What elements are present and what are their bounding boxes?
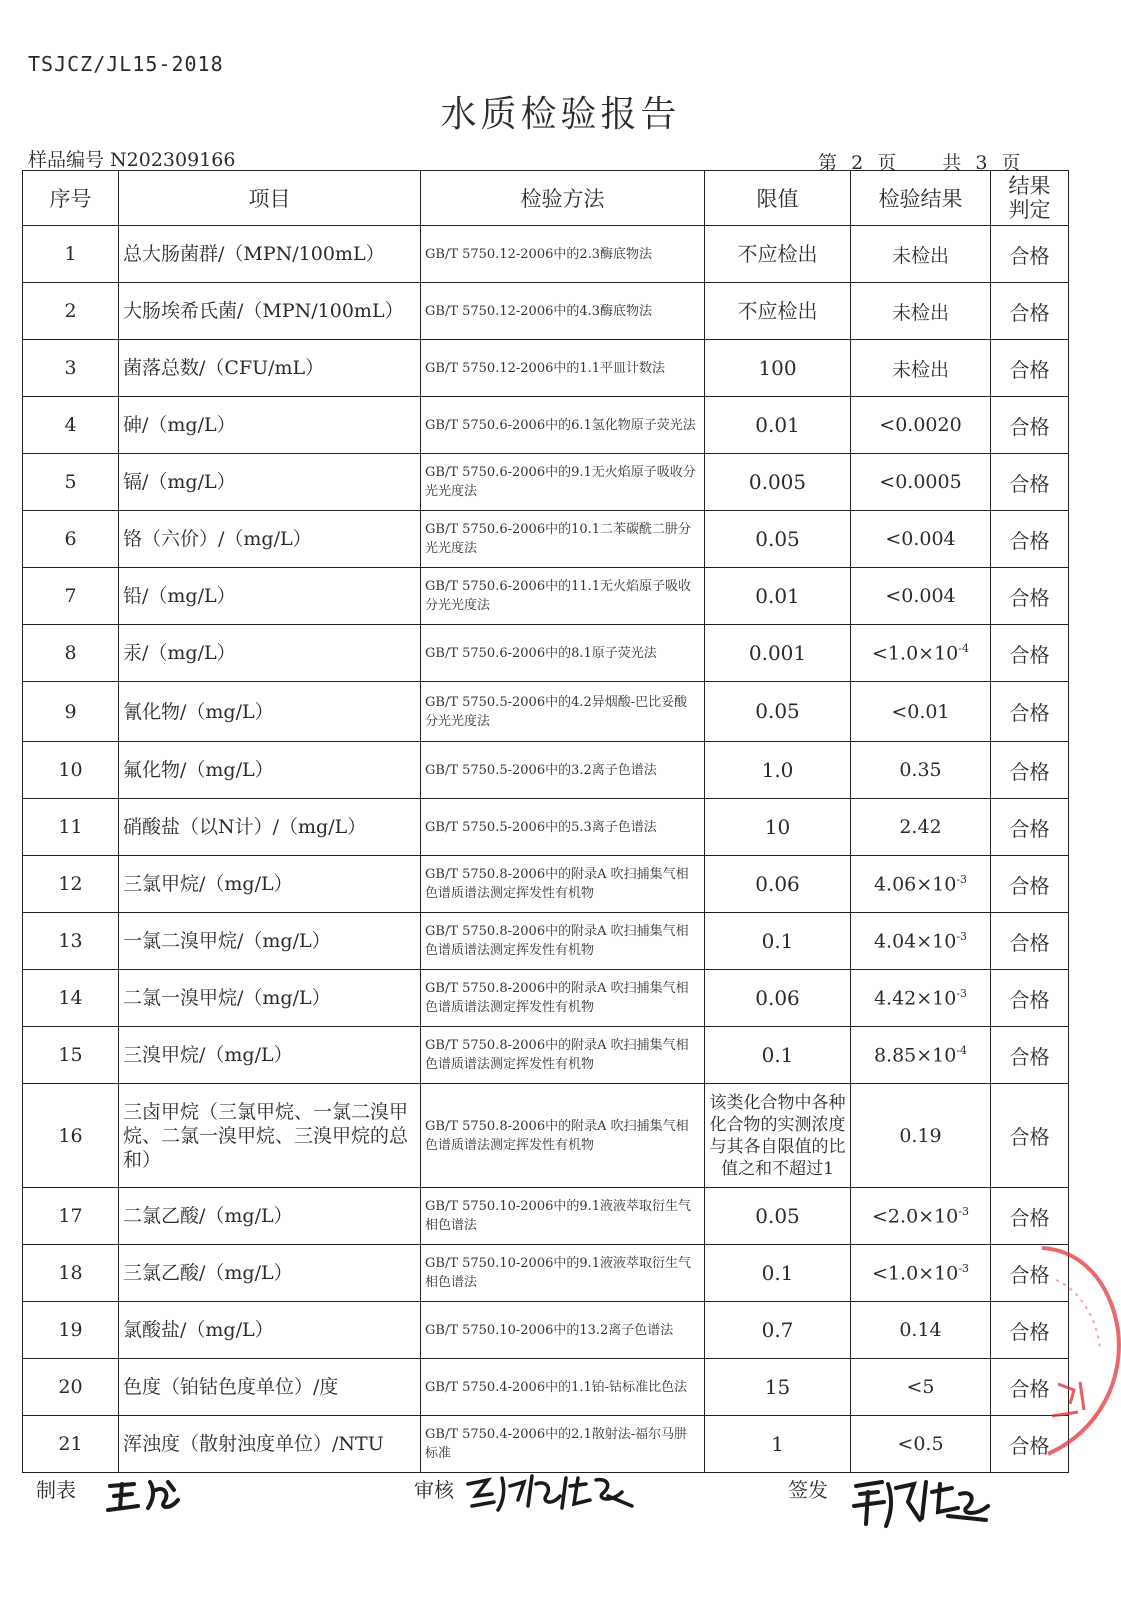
row-number: 11 bbox=[23, 799, 119, 856]
prepared-by-signature bbox=[104, 1472, 194, 1516]
result-value: 未检出 bbox=[891, 301, 949, 324]
table-row bbox=[23, 970, 1069, 1027]
row-number: 21 bbox=[23, 1416, 119, 1473]
test-result bbox=[851, 283, 991, 340]
table-row bbox=[23, 568, 1069, 625]
row-number: 7 bbox=[23, 568, 119, 625]
test-result bbox=[851, 1245, 991, 1302]
table-row bbox=[23, 799, 1069, 856]
limit-value: 15 bbox=[705, 1359, 851, 1416]
item-name: 汞/（mg/L） bbox=[119, 625, 421, 682]
limit-value: 0.06 bbox=[705, 856, 851, 913]
limit-value: 0.005 bbox=[705, 454, 851, 511]
page-total-prefix: 共 bbox=[942, 152, 964, 174]
limit-value: 0.05 bbox=[705, 1188, 851, 1245]
header-judgement: 结果判定 bbox=[991, 171, 1069, 226]
test-result bbox=[851, 226, 991, 283]
limit-value: 0.05 bbox=[705, 511, 851, 568]
item-name: 铬（六价）/（mg/L） bbox=[119, 511, 421, 568]
result-exponent: -3 bbox=[958, 1204, 969, 1218]
limit-value: 0.05 bbox=[705, 682, 851, 742]
row-number: 14 bbox=[23, 970, 119, 1027]
page-total: 3 bbox=[975, 152, 990, 174]
result-value: <0.5 bbox=[897, 1433, 944, 1455]
table-row bbox=[23, 856, 1069, 913]
table-row bbox=[23, 625, 1069, 682]
limit-value: 0.01 bbox=[705, 568, 851, 625]
judgement: 合格 bbox=[991, 799, 1069, 856]
row-number: 16 bbox=[23, 1084, 119, 1188]
judgement: 合格 bbox=[991, 625, 1069, 682]
test-result bbox=[851, 799, 991, 856]
row-number: 17 bbox=[23, 1188, 119, 1245]
result-value: 0.14 bbox=[899, 1319, 942, 1341]
item-name: 总大肠菌群/（MPN/100mL） bbox=[119, 226, 421, 283]
item-name: 铅/（mg/L） bbox=[119, 568, 421, 625]
result-value: 8.85×10 bbox=[873, 1044, 957, 1067]
report-title: 水质检验报告 bbox=[440, 94, 681, 135]
row-number: 18 bbox=[23, 1245, 119, 1302]
table-row bbox=[23, 1416, 1069, 1473]
row-number: 3 bbox=[23, 340, 119, 397]
test-result bbox=[851, 682, 991, 742]
result-value: <2.0×10 bbox=[872, 1205, 959, 1228]
test-result bbox=[851, 397, 991, 454]
test-result bbox=[851, 340, 991, 397]
row-number: 6 bbox=[23, 511, 119, 568]
result-value: <1.0×10 bbox=[872, 1262, 959, 1285]
row-number: 13 bbox=[23, 913, 119, 970]
test-method: GB/T 5750.5-2006中的3.2离子色谱法 bbox=[421, 742, 705, 799]
header-no: 序号 bbox=[23, 171, 119, 226]
result-value: 4.42×10 bbox=[873, 987, 957, 1010]
result-value: <1.0×10 bbox=[872, 642, 959, 665]
judgement: 合格 bbox=[991, 283, 1069, 340]
judgement: 合格 bbox=[991, 397, 1069, 454]
item-name: 浑浊度（散射浊度单位）/NTU bbox=[119, 1416, 421, 1473]
limit-value: 1 bbox=[705, 1416, 851, 1473]
judgement: 合格 bbox=[991, 568, 1069, 625]
judgement: 合格 bbox=[991, 1084, 1069, 1188]
row-number: 10 bbox=[23, 742, 119, 799]
header-method: 检验方法 bbox=[421, 171, 705, 226]
table-row bbox=[23, 340, 1069, 397]
limit-value: 该类化合物中各种化合物的实测浓度与其各自限值的比值之和不超过1 bbox=[705, 1084, 851, 1188]
test-result bbox=[851, 970, 991, 1027]
page-mid: 页 bbox=[877, 152, 899, 174]
judgement: 合格 bbox=[991, 742, 1069, 799]
item-name: 砷/（mg/L） bbox=[119, 397, 421, 454]
item-name: 氟化物/（mg/L） bbox=[119, 742, 421, 799]
test-result bbox=[851, 568, 991, 625]
judgement: 合格 bbox=[991, 1416, 1069, 1473]
limit-value: 不应检出 bbox=[705, 226, 851, 283]
item-name: 菌落总数/（CFU/mL） bbox=[119, 340, 421, 397]
test-result bbox=[851, 625, 991, 682]
table-row bbox=[23, 454, 1069, 511]
test-method: GB/T 5750.8-2006中的附录A 吹扫捕集气相色谱质谱法测定挥发性有机物 bbox=[421, 856, 705, 913]
header-item: 项目 bbox=[119, 171, 421, 226]
header-result: 检验结果 bbox=[851, 171, 991, 226]
limit-value: 0.1 bbox=[705, 913, 851, 970]
item-name: 氰化物/（mg/L） bbox=[119, 682, 421, 742]
result-value: 0.19 bbox=[899, 1124, 942, 1147]
test-method: GB/T 5750.8-2006中的附录A 吹扫捕集气相色谱质谱法测定挥发性有机物 bbox=[421, 970, 705, 1027]
item-name: 色度（铂钴色度单位）/度 bbox=[119, 1359, 421, 1416]
judgement: 合格 bbox=[991, 1027, 1069, 1084]
table-row bbox=[23, 511, 1069, 568]
judgement: 合格 bbox=[991, 682, 1069, 742]
table-row bbox=[23, 1359, 1069, 1416]
judgement: 合格 bbox=[991, 340, 1069, 397]
row-number: 5 bbox=[23, 454, 119, 511]
item-name: 二氯乙酸/（mg/L） bbox=[119, 1188, 421, 1245]
header-limit: 限值 bbox=[705, 171, 851, 226]
row-number: 4 bbox=[23, 397, 119, 454]
test-method: GB/T 5750.8-2006中的附录A 吹扫捕集气相色谱质谱法测定挥发性有机物 bbox=[421, 1084, 705, 1188]
result-value: <0.0020 bbox=[879, 414, 962, 436]
test-result bbox=[851, 1188, 991, 1245]
limit-value: 不应检出 bbox=[705, 283, 851, 340]
test-method: GB/T 5750.12-2006中的4.3酶底物法 bbox=[421, 283, 705, 340]
test-method: GB/T 5750.6-2006中的10.1二苯碳酰二肼分光光度法 bbox=[421, 511, 705, 568]
table-row bbox=[23, 1245, 1069, 1302]
judgement: 合格 bbox=[991, 454, 1069, 511]
test-result bbox=[851, 856, 991, 913]
issued-by-signature bbox=[848, 1472, 998, 1530]
judgement: 合格 bbox=[991, 856, 1069, 913]
item-name: 氯酸盐/（mg/L） bbox=[119, 1302, 421, 1359]
row-number: 19 bbox=[23, 1302, 119, 1359]
result-exponent: -3 bbox=[956, 872, 968, 886]
test-result bbox=[851, 1084, 991, 1188]
test-result bbox=[851, 511, 991, 568]
item-name: 镉/（mg/L） bbox=[119, 454, 421, 511]
item-name: 硝酸盐（以N计）/（mg/L） bbox=[119, 799, 421, 856]
table-row bbox=[23, 1027, 1069, 1084]
result-exponent: -3 bbox=[958, 1261, 969, 1275]
result-value: <5 bbox=[906, 1376, 935, 1398]
item-name: 二氯一溴甲烷/（mg/L） bbox=[119, 970, 421, 1027]
table-header-row bbox=[23, 171, 1069, 226]
row-number: 2 bbox=[23, 283, 119, 340]
table-row bbox=[23, 1084, 1069, 1188]
results-table bbox=[22, 170, 1069, 1473]
issued-by-label: 签发 bbox=[788, 1478, 828, 1502]
result-value: <0.004 bbox=[885, 585, 956, 607]
test-method: GB/T 5750.6-2006中的9.1无火焰原子吸收分光光度法 bbox=[421, 454, 705, 511]
test-result bbox=[851, 454, 991, 511]
test-method: GB/T 5750.8-2006中的附录A 吹扫捕集气相色谱质谱法测定挥发性有机物 bbox=[421, 913, 705, 970]
test-result bbox=[851, 913, 991, 970]
result-value: 4.04×10 bbox=[873, 930, 957, 953]
table-row bbox=[23, 1188, 1069, 1245]
row-number: 20 bbox=[23, 1359, 119, 1416]
table-row bbox=[23, 913, 1069, 970]
result-exponent: -3 bbox=[956, 929, 968, 943]
table-row bbox=[23, 397, 1069, 454]
page-suffix: 页 bbox=[1001, 152, 1023, 174]
limit-value: 0.7 bbox=[705, 1302, 851, 1359]
limit-value: 0.01 bbox=[705, 397, 851, 454]
limit-value: 10 bbox=[705, 799, 851, 856]
limit-value: 100 bbox=[705, 340, 851, 397]
item-name: 一氯二溴甲烷/（mg/L） bbox=[119, 913, 421, 970]
limit-value: 0.1 bbox=[705, 1245, 851, 1302]
table-row bbox=[23, 742, 1069, 799]
test-method: GB/T 5750.4-2006中的1.1铂-钴标准比色法 bbox=[421, 1359, 705, 1416]
item-name: 三氯乙酸/（mg/L） bbox=[119, 1245, 421, 1302]
judgement: 合格 bbox=[991, 1245, 1069, 1302]
limit-value: 1.0 bbox=[705, 742, 851, 799]
reviewed-by-signature bbox=[462, 1466, 652, 1516]
test-result bbox=[851, 742, 991, 799]
judgement: 合格 bbox=[991, 226, 1069, 283]
item-name: 三溴甲烷/（mg/L） bbox=[119, 1027, 421, 1084]
table-row bbox=[23, 682, 1069, 742]
test-method: GB/T 5750.6-2006中的8.1原子荧光法 bbox=[421, 625, 705, 682]
judgement: 合格 bbox=[991, 913, 1069, 970]
row-number: 12 bbox=[23, 856, 119, 913]
result-value: <0.01 bbox=[891, 700, 950, 723]
row-number: 8 bbox=[23, 625, 119, 682]
test-method: GB/T 5750.12-2006中的2.3酶底物法 bbox=[421, 226, 705, 283]
judgement: 合格 bbox=[991, 1302, 1069, 1359]
table-row bbox=[23, 1302, 1069, 1359]
limit-value: 0.06 bbox=[705, 970, 851, 1027]
judgement: 合格 bbox=[991, 511, 1069, 568]
document-code: TSJCZ/JL15-2018 bbox=[28, 52, 224, 76]
test-method: GB/T 5750.10-2006中的13.2离子色谱法 bbox=[421, 1302, 705, 1359]
test-method: GB/T 5750.6-2006中的11.1无火焰原子吸收分光光度法 bbox=[421, 568, 705, 625]
test-method: GB/T 5750.12-2006中的1.1平皿计数法 bbox=[421, 340, 705, 397]
official-seal bbox=[1040, 1240, 1121, 1460]
limit-value: 0.1 bbox=[705, 1027, 851, 1084]
table-row bbox=[23, 226, 1069, 283]
result-value: <0.004 bbox=[885, 528, 956, 550]
row-number: 1 bbox=[23, 226, 119, 283]
test-result bbox=[851, 1027, 991, 1084]
page-prefix: 第 bbox=[818, 152, 840, 174]
result-value: 未检出 bbox=[891, 358, 949, 381]
judgement: 合格 bbox=[991, 1188, 1069, 1245]
test-method: GB/T 5750.10-2006中的9.1液液萃取衍生气相色谱法 bbox=[421, 1245, 705, 1302]
result-value: <0.0005 bbox=[879, 471, 962, 493]
page-current: 2 bbox=[851, 152, 866, 174]
test-method: GB/T 5750.5-2006中的5.3离子色谱法 bbox=[421, 799, 705, 856]
result-value: 未检出 bbox=[891, 244, 949, 267]
item-name: 大肠埃希氏菌/（MPN/100mL） bbox=[119, 283, 421, 340]
reviewed-by-label: 审核 bbox=[414, 1478, 454, 1502]
prepared-by-label: 制表 bbox=[36, 1478, 76, 1502]
limit-value: 0.001 bbox=[705, 625, 851, 682]
judgement: 合格 bbox=[991, 1359, 1069, 1416]
table-row bbox=[23, 283, 1069, 340]
result-value: 0.35 bbox=[899, 759, 942, 781]
result-exponent: -4 bbox=[958, 641, 969, 655]
test-method: GB/T 5750.4-2006中的2.1散射法-福尔马肼标准 bbox=[421, 1416, 705, 1473]
test-result bbox=[851, 1302, 991, 1359]
test-method: GB/T 5750.8-2006中的附录A 吹扫捕集气相色谱质谱法测定挥发性有机物 bbox=[421, 1027, 705, 1084]
item-name: 三卤甲烷（三氯甲烷、一氯二溴甲烷、二氯一溴甲烷、三溴甲烷的总和） bbox=[119, 1084, 421, 1188]
sample-number: 样品编号 N202309166 bbox=[28, 149, 236, 171]
result-value: 2.42 bbox=[899, 816, 942, 838]
test-result bbox=[851, 1416, 991, 1473]
row-number: 9 bbox=[23, 682, 119, 742]
judgement: 合格 bbox=[991, 970, 1069, 1027]
test-result bbox=[851, 1359, 991, 1416]
test-method: GB/T 5750.5-2006中的4.2异烟酸-巴比妥酸分光光度法 bbox=[421, 682, 705, 742]
result-exponent: -3 bbox=[956, 986, 968, 1000]
row-number: 15 bbox=[23, 1027, 119, 1084]
test-method: GB/T 5750.10-2006中的9.1液液萃取衍生气相色谱法 bbox=[421, 1188, 705, 1245]
item-name: 三氯甲烷/（mg/L） bbox=[119, 856, 421, 913]
test-method: GB/T 5750.6-2006中的6.1氢化物原子荧光法 bbox=[421, 397, 705, 454]
result-value: 4.06×10 bbox=[873, 873, 957, 896]
result-exponent: -4 bbox=[956, 1043, 968, 1057]
